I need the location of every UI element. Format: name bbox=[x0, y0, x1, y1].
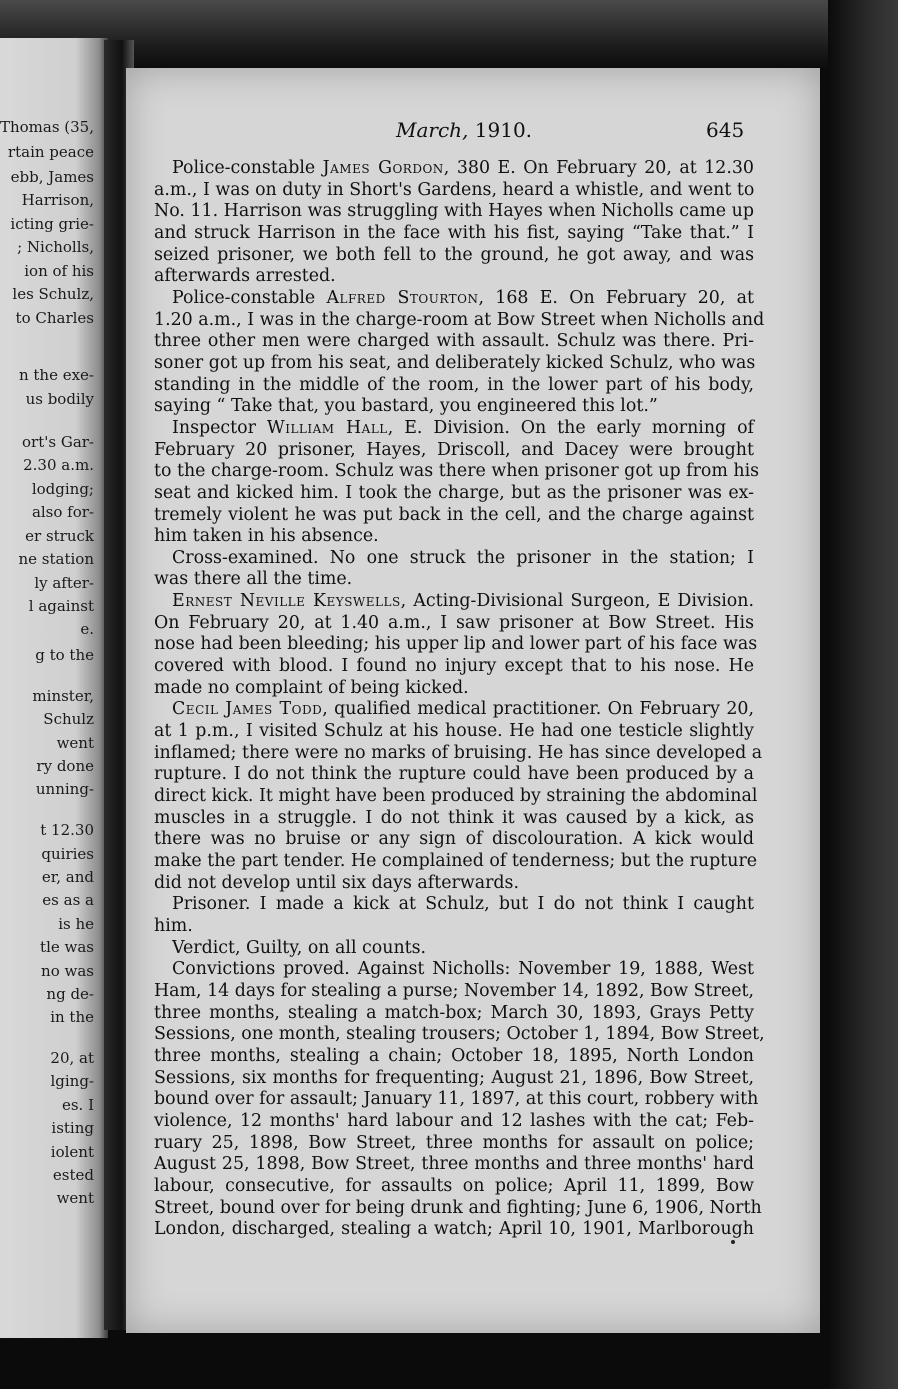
text-line: Verdict, Guilty, on all counts. bbox=[172, 937, 427, 958]
facing-page-fragment: ng de- bbox=[46, 985, 94, 1003]
facing-page-fragment: ry done bbox=[36, 757, 94, 775]
facing-page-fragment: quiries bbox=[41, 845, 94, 863]
text-line: a.m., I was on duty in Short's Gardens, heard a whistle, and went to bbox=[154, 179, 755, 200]
scanner-bed-top bbox=[0, 0, 898, 70]
facing-page-fragment: unning- bbox=[35, 780, 94, 798]
text-line: make the part tender. He complained of tenderness; but the rupture bbox=[154, 851, 758, 871]
facing-page-fragment: rtain peace bbox=[7, 143, 94, 161]
text-line: bound over for assault; January 11, 1897, at this court, robbery with bbox=[154, 1089, 759, 1110]
paragraph bbox=[154, 548, 754, 591]
page-header bbox=[126, 118, 820, 146]
text-line: muscles in a struggle. I do not think it was caused by a kick, as bbox=[154, 807, 754, 828]
text-line: On February 20, at 1.40 a.m., I saw prisoner at Bow Street. His bbox=[154, 612, 754, 633]
facing-page-fragment: l against bbox=[28, 597, 94, 615]
text-line: afterwards arrested. bbox=[154, 266, 336, 287]
facing-page-fragment: isting bbox=[51, 1119, 94, 1137]
text-line: Cecil James Todd, qualified medical practitioner. On February 20, bbox=[172, 699, 754, 720]
facing-page-fragment: 2.30 a.m. bbox=[23, 456, 94, 474]
facing-page-fragment: lodging; bbox=[31, 480, 94, 498]
facing-page-fragment: ort's Gar- bbox=[22, 433, 94, 451]
facing-page-fragment: es as a bbox=[42, 891, 94, 909]
text-line: covered with blood. I found no injury except that to his nose. He bbox=[154, 656, 754, 677]
facing-page-fragment: lging- bbox=[50, 1072, 94, 1090]
text-line: February 20 prisoner, Hayes, Driscoll, and Dacey were brought bbox=[154, 439, 754, 460]
facing-page-fragment: in the bbox=[50, 1008, 94, 1026]
text-line: labour, consecutive, for assaults on police; April 11, 1899, Bow bbox=[154, 1175, 754, 1196]
facing-page-fragment: no was bbox=[41, 962, 94, 980]
text-line: to the charge-room. Schulz was there when prisoner got up from his bbox=[154, 461, 760, 482]
text-line: Cross-examined. No one struck the prisoner in the station; I bbox=[172, 547, 754, 568]
text-line: Police-constable James Gordon, 380 E. On February 20, at 12.30 bbox=[172, 158, 754, 178]
witness-name: Ernest Neville Keyswells bbox=[172, 591, 401, 612]
text-line: No. 11. Harrison was struggling with Hayes when Nicholls came up bbox=[154, 201, 754, 222]
paragraph bbox=[154, 417, 760, 548]
facing-page-fragment: e. bbox=[80, 620, 94, 638]
facing-page-fragment: ; Nicholls, bbox=[17, 238, 94, 256]
paragraph bbox=[154, 894, 754, 937]
facing-page-fragment: Thomas (35, bbox=[0, 118, 94, 136]
book-page bbox=[126, 68, 820, 1333]
text-line: him taken in his absence. bbox=[154, 526, 379, 547]
witness-name: Cecil James Todd bbox=[172, 699, 323, 720]
text-line: three months, stealing a match-box; March 30, 1893, Grays Petty bbox=[154, 1002, 754, 1023]
text-line: inflamed; there were no marks of bruising. He has since developed a bbox=[154, 742, 763, 763]
running-title bbox=[396, 118, 532, 142]
paragraph bbox=[154, 591, 758, 699]
text-line: Street, bound over for being drunk and fighting; June 6, 1906, North bbox=[154, 1197, 762, 1218]
text-line: seat and kicked him. I took the charge, but as the prisoner was ex- bbox=[154, 482, 754, 503]
facing-page-fragment: minster, bbox=[32, 687, 94, 705]
facing-page-fragment: went bbox=[56, 1189, 94, 1207]
facing-page-fragment: iolent bbox=[50, 1143, 94, 1161]
facing-page-fragment: t 12.30 bbox=[40, 821, 94, 839]
paragraph bbox=[154, 158, 754, 288]
running-title-month: March, bbox=[396, 118, 469, 142]
facing-page-fragment: Schulz bbox=[43, 710, 94, 728]
text-line: nose had been bleeding; his upper lip and lower part of his face was bbox=[154, 634, 758, 655]
text-line: at 1 p.m., I visited Schulz at his house. He had one testicle slightly bbox=[154, 721, 754, 742]
text-line: made no complaint of being kicked. bbox=[154, 677, 469, 698]
text-line: saying “ Take that, you bastard, you engineered this lot.” bbox=[154, 396, 658, 417]
text-line: Sessions, six months for frequenting; August 21, 1896, Bow Street, bbox=[154, 1067, 754, 1088]
facing-page-fragment: us bodily bbox=[25, 390, 94, 408]
page-number: 645 bbox=[706, 118, 745, 142]
text-line: 1.20 a.m., I was in the charge-room at Bow Street when Nicholls and bbox=[154, 309, 765, 330]
text-line: Prisoner. I made a kick at Schulz, but I do not think I caught bbox=[172, 894, 754, 915]
page-body bbox=[154, 158, 765, 1241]
text-line: there was no bruise or any sign of discolouration. A kick would bbox=[154, 829, 754, 850]
facing-page-fragment: ebb, James bbox=[10, 168, 94, 186]
paragraph bbox=[154, 287, 765, 418]
text-line: Convictions proved. Against Nicholls: November 19, 1888, West bbox=[172, 959, 754, 980]
facing-page-fragment: Harrison, bbox=[21, 191, 94, 209]
text-line: tremely violent he was put back in the cell, and the charge against bbox=[154, 504, 754, 525]
facing-page-fragment: g to the bbox=[35, 646, 94, 664]
facing-page-fragment: icting grie- bbox=[10, 215, 94, 233]
text-line: violence, 12 months' hard labour and 12 lashes with the cat; Feb- bbox=[154, 1110, 754, 1131]
facing-page-fragment: es. I bbox=[61, 1096, 94, 1114]
text-line: Ham, 14 days for stealing a purse; November 14, 1892, Bow Street, bbox=[154, 980, 755, 1001]
ink-speck bbox=[731, 1240, 735, 1244]
text-line: August 25, 1898, Bow Street, three months and three months' hard bbox=[154, 1154, 754, 1175]
facing-page-fragment: 20, at bbox=[50, 1049, 94, 1067]
scanner-bed-right bbox=[828, 0, 898, 1389]
facing-page-fragment: ne station bbox=[18, 550, 94, 568]
text-line: seized prisoner, we both fell to the ground, he got away, and was bbox=[154, 244, 754, 265]
text-line: Sessions, one month, stealing trousers; October 1, 1894, Bow Street, bbox=[154, 1024, 765, 1045]
facing-page-fragment: er struck bbox=[25, 527, 94, 545]
text-line: Police-constable Alfred Stourton, 168 E. On February 20, at bbox=[172, 287, 754, 308]
text-line: ruary 25, 1898, Bow Street, three months for assault on police; bbox=[154, 1132, 754, 1153]
facing-page-fragment: also for- bbox=[31, 503, 94, 521]
facing-page-left bbox=[0, 38, 108, 1338]
text-line: Ernest Neville Keyswells, Acting-Divisional Surgeon, E Division. bbox=[172, 591, 755, 612]
text-line: standing in the middle of the room, in the lower part of his body, bbox=[154, 374, 754, 395]
text-line: and struck Harrison in the face with his fist, saying “Take that.” I bbox=[154, 222, 754, 243]
text-line: did not develop until six days afterwards. bbox=[154, 872, 519, 893]
text-line: was there all the time. bbox=[154, 569, 353, 590]
facing-page-fragment: n the exe- bbox=[18, 366, 94, 384]
text-line: three months, stealing a chain; October 18, 1895, North London bbox=[154, 1045, 754, 1066]
paragraph bbox=[154, 699, 763, 894]
facing-page-fragment: tle was bbox=[40, 938, 94, 956]
paragraph bbox=[154, 959, 765, 1241]
facing-page-fragment: les Schulz, bbox=[12, 285, 94, 303]
facing-page-fragment: is he bbox=[58, 915, 94, 933]
paragraph bbox=[154, 938, 754, 960]
text-line: direct kick. It might have been produced by straining the abdominal bbox=[154, 786, 758, 807]
text-line: rupture. I do not think the rupture could have been produced by a bbox=[154, 764, 754, 785]
text-line: three other men were charged with assault. Schulz was there. Pri- bbox=[154, 331, 754, 352]
text-line: him. bbox=[154, 915, 193, 936]
witness-name: Alfred Stourton bbox=[326, 287, 479, 308]
witness-name: James Gordon bbox=[322, 158, 444, 178]
witness-name: William Hall bbox=[266, 417, 388, 438]
text-line: Inspector William Hall, E. Division. On the early morning of bbox=[172, 417, 754, 438]
text-line: soner got up from his seat, and deliberately kicked Schulz, who was bbox=[154, 352, 756, 373]
facing-page-fragment: ion of his bbox=[24, 262, 94, 280]
facing-page-fragment: er, and bbox=[41, 868, 94, 886]
running-title-year: 1910. bbox=[474, 118, 533, 142]
facing-page-fragment: ested bbox=[52, 1166, 94, 1184]
text-line: London, discharged, stealing a watch; April 10, 1901, Marlborough bbox=[154, 1219, 754, 1240]
facing-page-fragment: ly after- bbox=[34, 574, 94, 592]
facing-page-fragment: to Charles bbox=[15, 309, 94, 327]
facing-page-fragment: went bbox=[56, 734, 94, 752]
